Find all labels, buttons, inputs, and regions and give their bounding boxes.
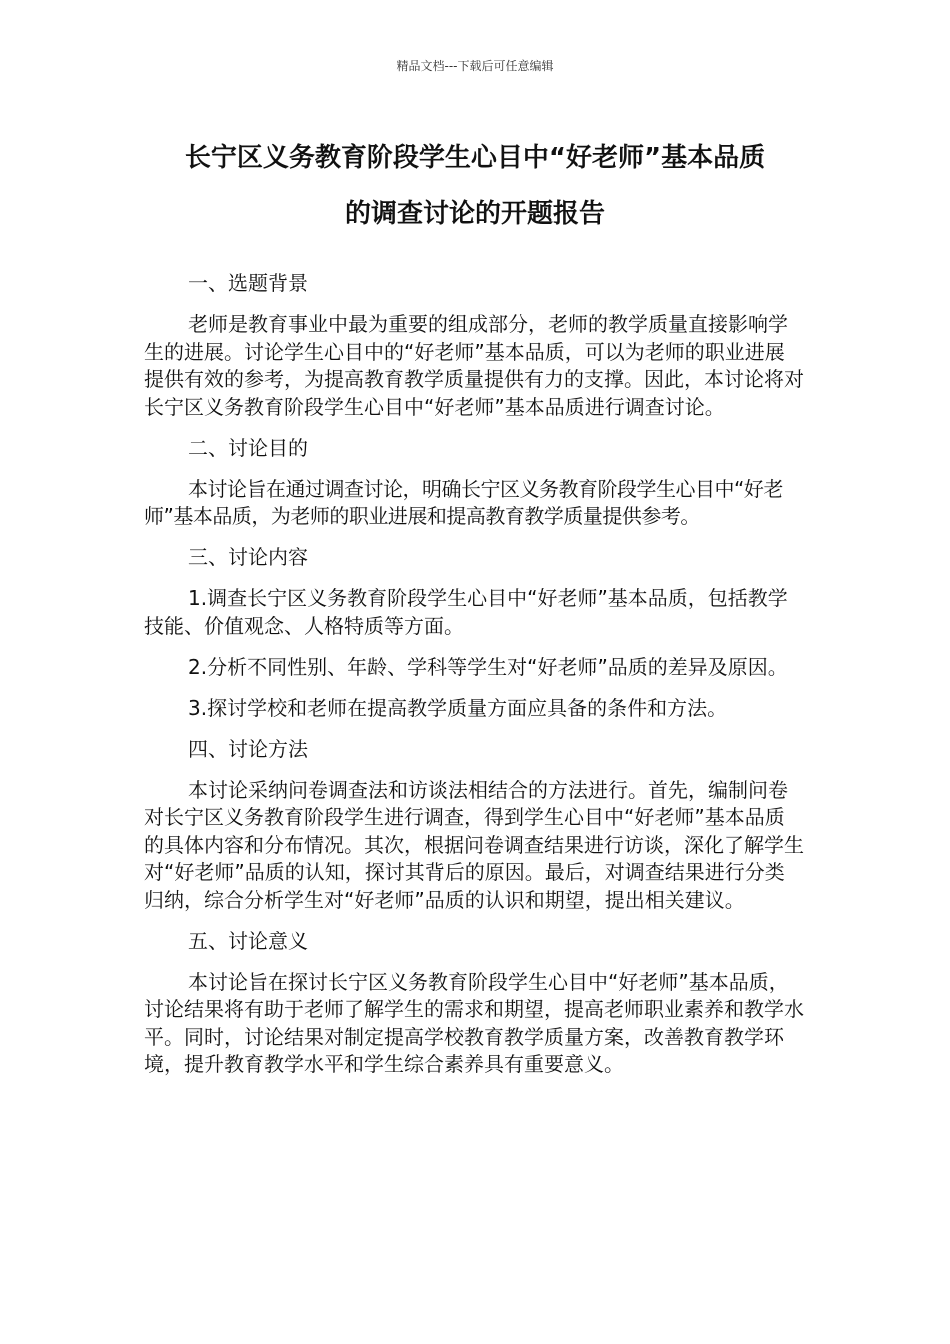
title-line-1: 长宁区义务教育阶段学生心目中“好老师”基本品质 (184, 143, 766, 173)
paragraph-method: 本讨论采纳问卷调查法和访谈法相结合的方法进行。首先，编制问卷对长宁区义务教育阶段学生进行调查，得到学生心目中“好老师”基本品质的具体内容和分布情况。其次，根据问卷调查结果进行访谈，深化了解学生对“好老师”品质的认知，探讨其背后的原因。最后，对调查结果进行分类归纳，综合分析学生对“好老师”品质的认识和期望，提出相关建议。 (144, 777, 804, 912)
document-body (144, 270, 804, 1092)
document-title (120, 130, 830, 242)
list-item-content-1: 1.调查长宁区义务教育阶段学生心目中“好老师”基本品质，包括教学技能、价值观念、人格特质等方面。 (144, 586, 788, 638)
section-heading-method: 四、讨论方法 (188, 736, 308, 761)
section-heading-content: 三、讨论内容 (188, 545, 308, 569)
paragraph-significance: 本讨论旨在探讨长宁区义务教育阶段学生心目中“好老师”基本品质，讨论结果将有助于老师了解学生的需求和期望，提高老师职业素养和教学水平。同时，讨论结果对制定提高学校教育教学质量方案，改善教育教学环境，提升教育教学水平和学生综合素养具有重要意义。 (144, 969, 804, 1076)
section-heading-purpose: 二、讨论目的 (188, 435, 308, 460)
list-item-content-2: 2.分析不同性别、年龄、学科等学生对“好老师”品质的差异及原因。 (188, 654, 788, 679)
paragraph-background: 老师是教育事业中最为重要的组成部分，老师的教学质量直接影响学生的进展。讨论学生心目中的“好老师”基本品质，可以为老师的职业进展提供有效的参考，为提高教育教学质量提供有力的支撑。因此，本讨论将对长宁区义务教育阶段学生心目中“好老师”基本品质进行调查讨论。 (144, 312, 804, 419)
title-line-2: 的调查讨论的开题报告 (344, 199, 605, 229)
section-heading-significance: 五、讨论意义 (188, 928, 308, 953)
section-heading-background: 一、选题背景 (188, 271, 308, 295)
page-header: 精品文档---下载后可任意编辑 (396, 59, 554, 73)
list-item-content-3: 3.探讨学校和老师在提高教学质量方面应具备的条件和方法。 (188, 695, 728, 720)
paragraph-purpose: 本讨论旨在通过调查讨论，明确长宁区义务教育阶段学生心目中“好老师”基本品质，为老师的职业进展和提高教育教学质量提供参考。 (144, 476, 783, 528)
